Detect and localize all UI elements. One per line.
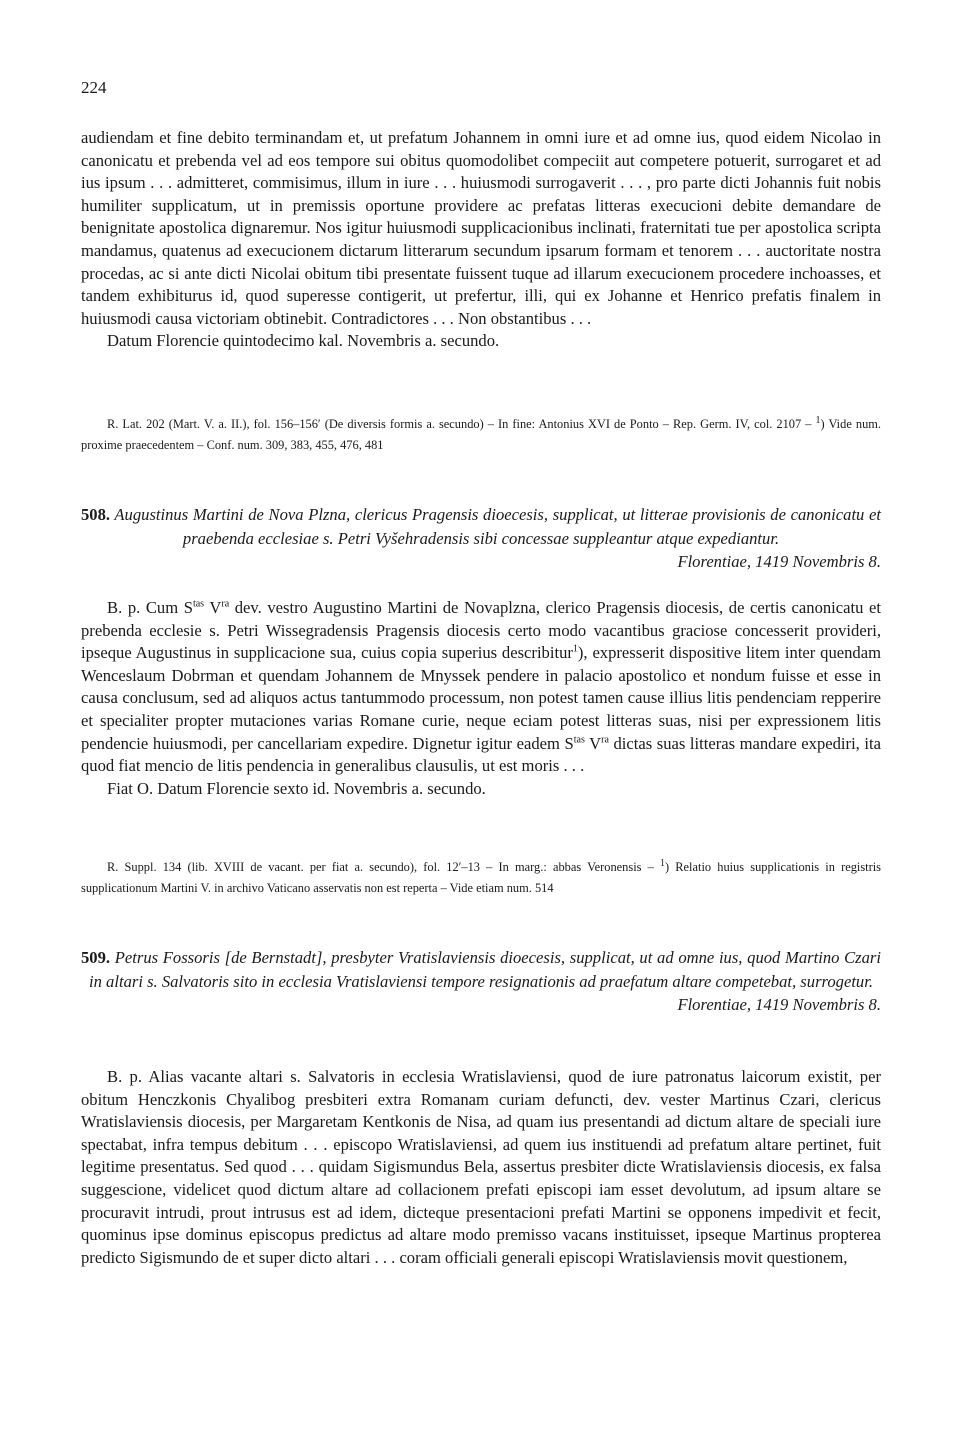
text-run: V	[204, 598, 222, 617]
entry-509-summary	[81, 946, 881, 993]
dating-clause: Fiat O. Datum Florencie sexto id. Novembris a. secundo.	[107, 778, 486, 798]
source-note-text	[81, 857, 881, 899]
continued-text-paragraph: audiendam et fine debito terminandam et, ut prefatum Johannem in omni iure et ad omne ius, quod eidem Nicolao in canonicatu et prebenda vel ad eos tempore sui obitus quomodolibet compeciit aut competere potuerit, surrogaret et ad ius ipsum . . . admitteret, commisimus, illum in iure . . . huiusmodi surrogaverit . . . , pro parte dicti Johannis fuit nobis humiliter supplicatum, ut in premissis oportune providere ac prefatas litteras execucioni debite demandare de benignitate apostolica dignaremur. Nos igitur huiusmodi supplicacionibus inclinati, fraternitati tue per apostolica scripta mandamus, quatenus ad execucionem dictarum litterarum secundum ipsarum formam et tenorem . . . auctoritate nostra procedas, ac si ante dicti Nicolai obitum tibi presentate fuissent tuque ad illarum execucionem procedere inchoasses, et tandem exhibiturus id, quod superesse contigerit, ut prefertur, illi, qui ex Johanne et Henrico prefatis finalem in huiusmodi causa victoriam obtinebit. Contradictores . . . Non obstantibus . . .	[81, 128, 881, 328]
superscript: tas	[573, 734, 585, 746]
entry-508-summary	[81, 503, 881, 550]
source-note	[81, 414, 881, 456]
entry-508-rubric	[81, 503, 881, 574]
source-note-part: ) Relatio huius supplicationis in registris supplicationum Martini V. in archivo Vaticano asservatis non est reperta – Vide etiam num. 514	[81, 860, 881, 895]
text-run: dev. vestro Augustino Martini de Novaplzna, clerico Pragensis diocesis, de certis canonicatu et prebenda ecclesie s. Petri Wissegradensis Pragensis diocesis certo modo vacantibus graciose concesserit provideri, ipseque Augustinus in supplicacione sua, cuius copia superius describitur	[81, 598, 882, 663]
footnote-mark: 1	[660, 857, 665, 869]
superscript: ra	[601, 734, 609, 746]
entry-508-text	[81, 597, 881, 778]
entry-place-date: Florentiae, 1419 Novembris 8.	[677, 995, 881, 1014]
footnote-mark: 1	[572, 643, 578, 655]
footnote-mark: 1	[815, 414, 821, 426]
source-note-text	[81, 414, 881, 456]
source-note-part: R. Suppl. 134 (lib. XVIII de vacant. per fiat a. secundo), fol. 12′–13 – In marg.: abbas Veronensis –	[107, 860, 660, 874]
entry-number: 509.	[81, 948, 111, 967]
entry-summary: Petrus Fossoris [de Bernstadt], presbyter Vratislaviensis dioecesis, supplicat, ut ad omne ius, quod Martino Czari in altari s. Salvatoris sito in ecclesia Vratislaviensi tempore resignationis ad praefatum altare competebat, surrogetur.	[89, 948, 881, 991]
entry-508-body	[81, 597, 881, 800]
source-note-part: R. Lat. 202 (Mart. V. a. II.), fol. 156–156′ (De diversis formis a. secundo) – In fine: Antonius XVI de Ponto – Rep. Germ. IV, col. 2107 –	[107, 417, 816, 431]
entry-number: 508.	[81, 505, 111, 524]
text-run: B. p. Cum S	[107, 598, 193, 617]
superscript: ra	[221, 598, 230, 610]
text-run: ), expresserit dispositive litem inter quendam Wenceslaum Dobrman et quendam Johannem de Mnyssek pendere in palacio apostolico et nondum fuisse et esse in causa conclusum, sed ad aliquos actus tantummodo processum, non potest tamen cause illius litis pendenciam repperire et specialiter propter mutaciones varias Romane curie, neque eciam potest litteras suas, nisi per expressionem litis pendencie huiusmodi, per cancellariam expedire. Dignetur igitur eadem S	[81, 643, 882, 753]
page-number: 224	[81, 78, 107, 97]
text-run: dictas suas litteras mandare expediri, ita quod fiat mencio de litis pendencia in generalibus clausulis, ut est moris . . .	[81, 733, 881, 776]
entry-place-date: Florentiae, 1419 Novembris 8.	[677, 552, 881, 571]
source-note	[81, 857, 881, 899]
continued-text-block	[81, 127, 881, 353]
superscript: tas	[192, 598, 205, 610]
entry-509-text: B. p. Alias vacante altari s. Salvatoris in ecclesia Wratislaviensi, quod de iure patronatus laicorum existit, per obitum Henczkonis Chyalibog presbiteri extra Romanam curiam defuncti, dev. vester Martinus Czari, clericus Wratislaviensis diocesis, per Margaretam Kentkonis de Nisa, ad quam ius presentandi ad dictum altare de speciali iure spectabat, infra tempus debitum . . . episcopo Wratislaviensi, ad quem ius instituendi ad prefatum altare pertinet, fuit legitime presentatus. Sed quod . . . quidam Sigismundus Bela, assertus presbiter dicte Wratislaviensis diocesis, ex falsa suggescione, videlicet quod dictum altare ad collacionem prefati episcopi iam esset devolutum, ad ipsum altare se procuravit intrudi, prout intrusus est ad idem, dicteque presentacioni prefati Martini se opponens impedivit et fecit, quominus ipse dominus episcopus predictus ad altare modo premisso vacans instituisset, ipseque Martinus propterea predicto Sigismundo de et super dicto altari . . . coram officiali generali episcopi Wratislaviensis movit questionem,	[81, 1067, 881, 1267]
entry-summary: Augustinus Martini de Nova Plzna, clericus Pragensis dioecesis, supplicat, ut litterae provisionis de canonicatu et praebenda ecclesiae s. Petri Vyšehradensis sibi concessae suppleantur atque expediantur.	[114, 505, 881, 548]
source-note-part: ) Vide num. proxime praecedentem – Conf. num. 309, 383, 455, 476, 481	[81, 417, 881, 452]
entry-509-body	[81, 1066, 881, 1269]
text-run: V	[584, 733, 602, 753]
dating-clause: Datum Florencie quintodecimo kal. Novembris a. secundo.	[107, 331, 500, 351]
entry-509-rubric	[81, 946, 881, 1017]
